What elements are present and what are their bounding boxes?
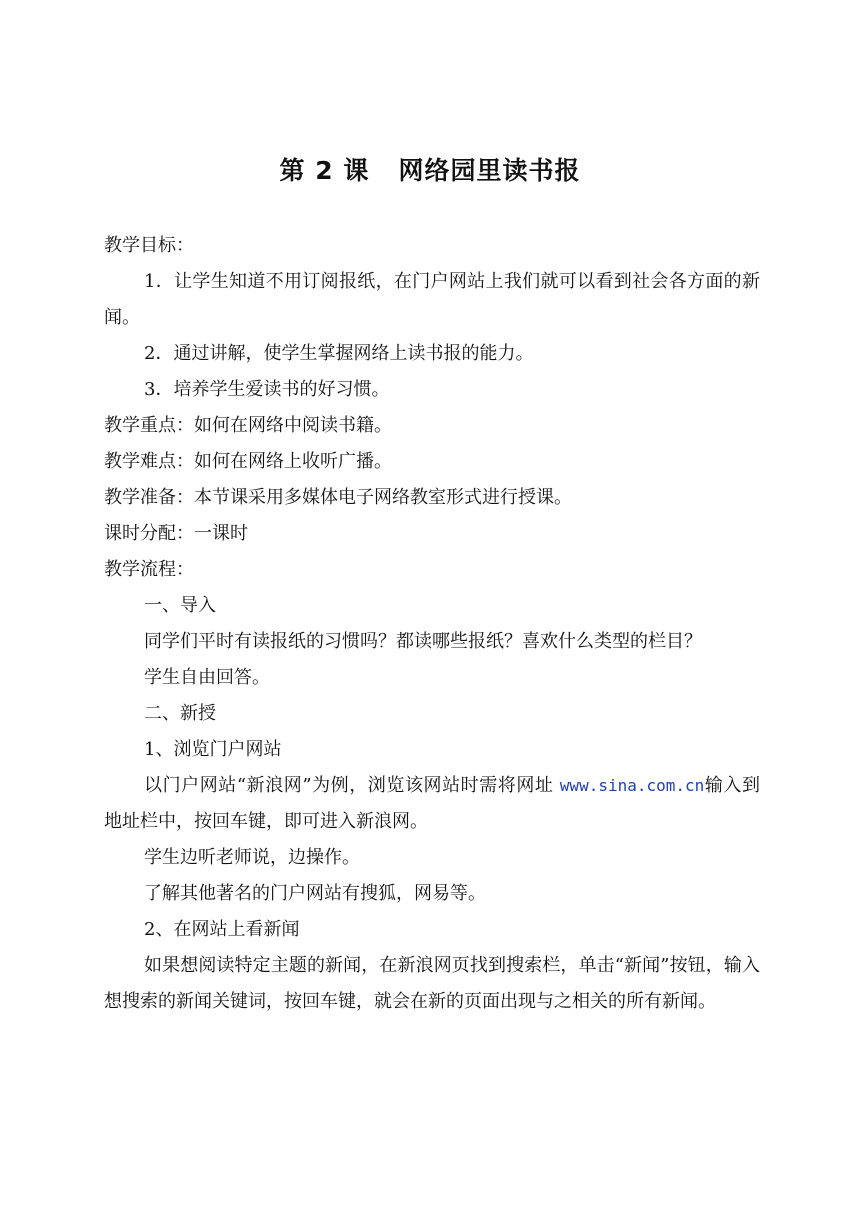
objective-item: 2．通过讲解，使学生掌握网络上读书报的能力。 [144, 343, 534, 364]
website-url: www.sina.com.cn [559, 776, 705, 795]
objective-item: 1．让学生知道不用订阅报纸，在门户网站上我们就可以看到社会各方面的新闻。 [104, 271, 760, 328]
body-paragraph: 了解其他著名的门户网站有搜狐，网易等。 [144, 883, 486, 904]
section-heading: 二、新授 [144, 703, 216, 724]
process-heading: 教学流程： [104, 559, 194, 580]
time-allocation-line: 课时分配：一课时 [104, 523, 248, 544]
document-body [104, 228, 760, 1020]
body-paragraph: 同学们平时有读报纸的习惯吗？都读哪些报纸？喜欢什么类型的栏目？ [144, 631, 702, 652]
preparation-line: 教学准备：本节课采用多媒体电子网络教室形式进行授课。 [104, 487, 572, 508]
subsection-heading: 1、浏览门户网站 [144, 739, 282, 760]
body-paragraph [104, 768, 760, 840]
subsection-heading: 2、在网站上看新闻 [144, 919, 300, 940]
section-heading: 一、导入 [144, 595, 216, 616]
objective-item: 3．培养学生爱读书的好习惯。 [144, 379, 390, 400]
body-paragraph: 如果想阅读特定主题的新闻，在新浪网页找到搜索栏，单击“新闻”按钮，输入想搜索的新闻关键词，按回车键，就会在新的页面出现与之相关的所有新闻。 [104, 955, 760, 1012]
paragraph-text: 以门户网站“新浪网”为例，浏览该网站时需将网址 [144, 775, 560, 796]
paragraph-text: 输入到地址栏中，按回车键，即可进入新浪网。 [104, 775, 761, 832]
body-paragraph: 学生边听老师说，边操作。 [144, 847, 360, 868]
objectives-heading: 教学目标： [104, 235, 194, 256]
page-title: 第 2 课 网络园里读书报 [279, 156, 581, 185]
key-point-line: 教学重点：如何在网络中阅读书籍。 [104, 415, 392, 436]
body-paragraph: 学生自由回答。 [144, 667, 270, 688]
difficulty-line: 教学难点：如何在网络上收听广播。 [104, 451, 392, 472]
